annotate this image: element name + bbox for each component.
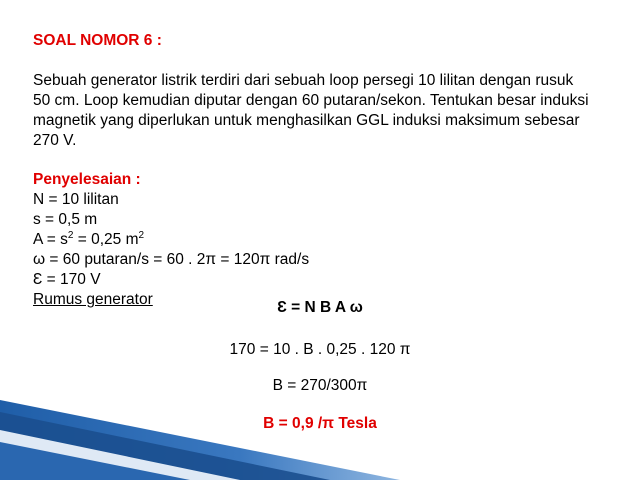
decorative-swoosh	[0, 390, 400, 480]
generator-formula: Ɛ = N B A ω	[277, 299, 363, 316]
final-answer: B = 0,9 /π Tesla	[263, 415, 377, 432]
given-area-value: = 0,25 m	[73, 231, 139, 248]
given-area-prefix: A = s	[33, 231, 68, 248]
solution-heading: Penyelesaian :	[33, 171, 141, 188]
problem-statement	[33, 71, 603, 151]
given-turns: N = 10 lilitan	[33, 191, 119, 208]
content-area	[33, 31, 623, 310]
problem-line: 270 V.	[33, 132, 77, 149]
problem-title: SOAL NOMOR 6 :	[33, 32, 162, 49]
rearranged-equation: B = 270/300π	[272, 377, 368, 394]
given-area-exponent: 2	[67, 229, 74, 241]
given-side: s = 0,5 m	[33, 211, 98, 228]
problem-line: magnetik yang diperlukan untuk menghasilkan GGL induksi maksimum sebesar	[33, 112, 580, 129]
given-angular-velocity: ω = 60 putaran/s = 60 . 2π = 120π rad/s	[33, 251, 310, 268]
problem-line: Sebuah generator listrik terdiri dari sebuah loop persegi 10 lilitan dengan rusuk	[33, 72, 574, 89]
given-area-unit-exponent: 2	[138, 229, 145, 241]
formula-label: Rumus generator	[33, 291, 153, 308]
given-values	[33, 190, 623, 310]
substitution-equation: 170 = 10 . B . 0,25 . 120 π	[229, 341, 411, 358]
given-emf: Ɛ = 170 V	[33, 271, 101, 288]
problem-line: 50 cm. Loop kemudian diputar dengan 60 putaran/sekon. Tentukan besar induksi	[33, 92, 589, 109]
given-area	[33, 230, 623, 250]
